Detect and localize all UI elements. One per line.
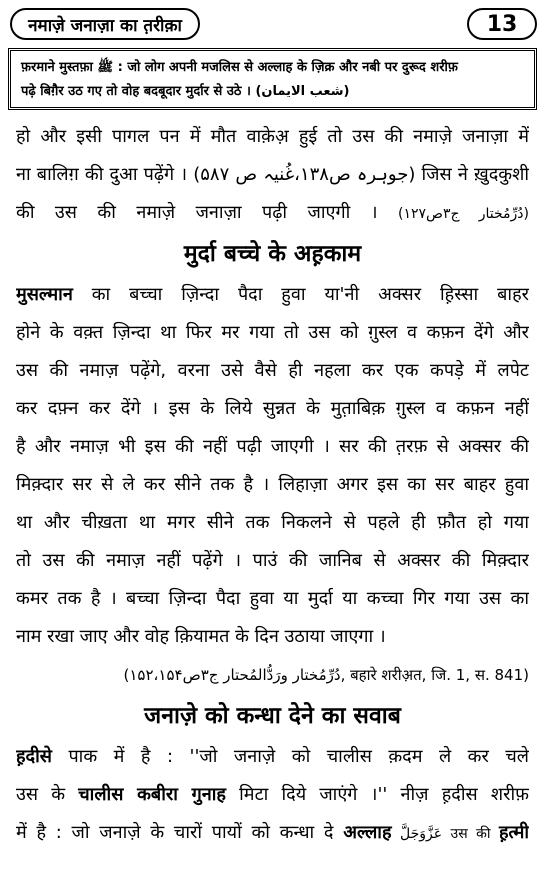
- text-line: [16, 814, 529, 852]
- text-line: [16, 156, 529, 194]
- text-line: उस की नमाज़ पढ़ेंगे, वरना उसे वैसे ही नहला कर एक कपड़े में लपेट: [16, 360, 529, 381]
- emphasis: ह़त्मी: [498, 822, 529, 843]
- text-line: होने के वक़्त ज़िन्दा था फिर मर गया तो उस को ग़ुस्ल व कफ़न देंगे और: [16, 322, 529, 343]
- text-line: कर दफ़्न कर देंगे । इस के लिये सुन्नत के मुत़ाबिक़ ग़ुस्ल व कफ़न नहीं: [16, 398, 529, 419]
- text-segment: जिस ने ख़ुदकुशी: [421, 164, 529, 185]
- text-line: हो और इसी पागल पन में मौत वाक़ेअ़ हुई तो उस की नमाज़े जनाज़ा में: [16, 126, 529, 147]
- text-line: नाम रखा जाए और वोह क़ियामत के दिन उठाया जाएगा ।: [16, 626, 386, 647]
- text-line: [16, 194, 529, 232]
- hadith-line-2: पढ़े बिग़ैर उठ गए तो वोह बदबूदार मुर्दार से उठे । (شعب الایمان): [21, 84, 350, 99]
- reference: (دُرِّمُختار ورَدُّالمُحتار ج۳ص۱۵۲،۱۵۴, बहारे शरीअ़त, जि. 1, स. 841): [123, 666, 529, 684]
- emphasis: चालीस कबीरा गुनाह: [78, 784, 226, 805]
- hadith-line-1: फ़रमाने मुस्तफ़ा ﷺ : जो लोग अपनी मजलिस से अल्लाह के ज़िक्र और नबी पर दुरूद शरीफ़: [21, 60, 458, 75]
- text-line: [16, 738, 529, 776]
- text-segment: की उस की नमाज़े जनाज़ा पढ़ी जाएगी ।: [16, 202, 378, 223]
- text-segment: मिटा दिये जाएंगे ।'' नीज़ ह़दीस शरीफ़: [225, 784, 529, 805]
- text-segment: ना बालिग़ की दुआ पढ़ेंगे । (جوہرہ ص۱۳۸،غُنیہ ص ۵۸۷): [16, 164, 416, 185]
- page-body: [16, 118, 529, 852]
- emphasis: ह़दीसे: [16, 746, 52, 767]
- section-heading: जनाज़े को कन्धा देने का सवाब: [144, 703, 401, 729]
- text-segment: उस के: [16, 784, 79, 805]
- text-segment: عَزَّوَجَلَّ उस की: [391, 826, 499, 842]
- text-segment: पाक में है : ''जो जनाज़े को चालीस क़दम ले कर चले: [51, 746, 529, 767]
- text-segment: का बच्चा ज़िन्दा पैदा हुवा या'नी अक्सर ह़िस्सा बाहर: [72, 284, 529, 305]
- text-line: तो उस की नमाज़ नहीं पढ़ेंगे । पाउं की जानिब से अक्सर की मिक़्दार: [16, 550, 529, 571]
- reference: (دُرِّمُختار ج۳ص۱۲۷): [398, 206, 529, 222]
- text-segment: में है : जो जनाज़े के चारों पायों को कन्धा दे: [16, 822, 344, 843]
- text-line: [16, 276, 529, 314]
- text-line: कमर तक है । बच्चा ज़िन्दा पैदा हुवा या मुर्दा या कच्चा गिर गया उस का: [16, 588, 529, 609]
- text-line: है और नमाज़ भी इस की नहीं पढ़ी जाएगी । सर की त़रफ़ से अक्सर की: [16, 436, 529, 457]
- page-number: 13: [467, 8, 537, 40]
- emphasis: अल्लाह: [343, 822, 392, 843]
- emphasis: मुसल्मान: [16, 284, 73, 305]
- header-title: नमाज़े जनाज़ा का त़रीक़ा: [10, 8, 200, 40]
- section-heading: मुर्दा बच्चे के अह़काम: [183, 241, 362, 267]
- text-line: मिक़्दार सर से ले कर सीने तक है । लिहाज़ा अगर इस का सर बाहर हुवा: [16, 474, 529, 495]
- text-line: [16, 776, 529, 814]
- hadith-box: [8, 48, 537, 110]
- text-line: था और चीख़ता था मगर सीने तक निकलने से पहले ही फ़ौत हो गया: [16, 512, 529, 533]
